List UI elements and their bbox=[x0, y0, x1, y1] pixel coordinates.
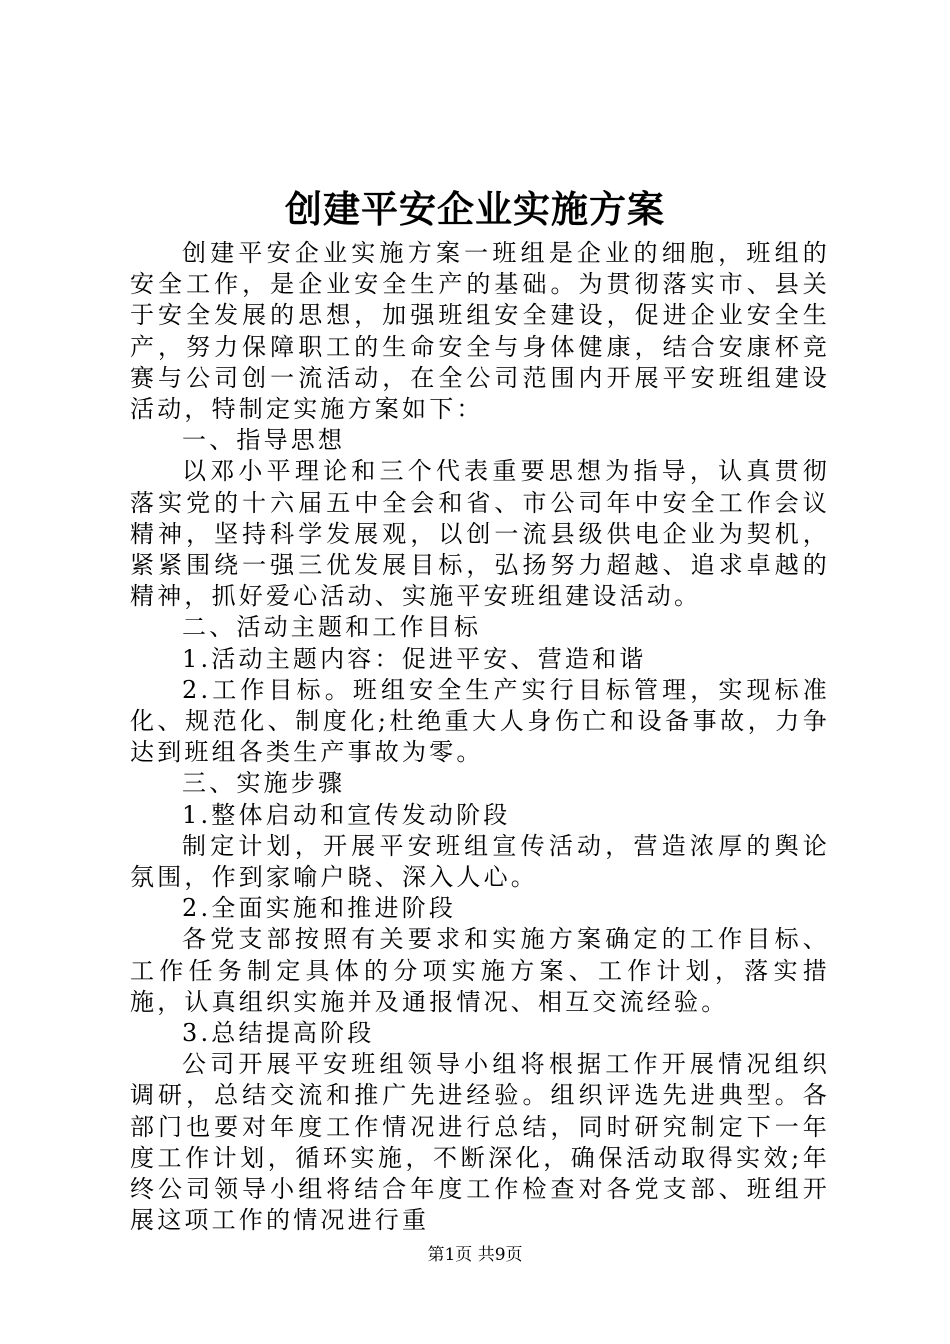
item-theme-content: 1.活动主题内容：促进平安、营造和谐 bbox=[182, 644, 647, 673]
heading-implementation-steps: 三、实施步骤 bbox=[182, 769, 346, 798]
item-work-goals: 2.工作目标。班组安全生产实行目标管理，实现标准化、规范化、制度化;杜绝重大人身伤亡和设备事故，力争达到班组各类生产事故为零。 bbox=[130, 675, 830, 767]
paragraph-summary-stage: 公司开展平安班组领导小组将根据工作开展情况组织调研，总结交流和推广先进经验。组织评选先进典型。各部门也要对年度工作情况进行总结，同时研究制定下一年度工作计划，循环实施，不断深化，确保活动取得实效;年终公司领导小组将结合年度工作检查对各党支部、班组开展这项工作的情况进行重 bbox=[130, 1050, 830, 1235]
paragraph-guiding-ideology: 以邓小平理论和三个代表重要思想为指导，认真贯彻落实党的十六届五中全会和省、市公司年中安全工作会议精神，坚持科学发展观，以创一流县级供电企业为契机，紧紧围绕一强三优发展目标，弘扬努力超越、追求卓越的精神，抓好爱心活动、实施平安班组建设活动。 bbox=[130, 457, 830, 611]
paragraph-intro: 创建平安企业实施方案一班组是企业的细胞，班组的安全工作，是企业安全生产的基础。为贯彻落实市、县关于安全发展的思想，加强班组安全建设，促进企业安全生产，努力保障职工的生命安全与身体健康，结合安康杯竞赛与公司创一流活动，在全公司范围内开展平安班组建设活动，特制定实施方案如下： bbox=[130, 239, 830, 424]
paragraph-launch-stage: 制定计划，开展平安班组宣传活动，营造浓厚的舆论氛围，作到家喻户晓、深入人心。 bbox=[130, 831, 830, 892]
subheading-summary-stage: 3.总结提高阶段 bbox=[182, 1019, 375, 1048]
subheading-implementation-stage: 2.全面实施和推进阶段 bbox=[182, 894, 457, 923]
heading-guiding-ideology: 一、指导思想 bbox=[182, 426, 346, 455]
document-body bbox=[130, 238, 830, 1237]
heading-theme-and-goals: 二、活动主题和工作目标 bbox=[182, 613, 482, 642]
subheading-launch-stage: 1.整体启动和宣传发动阶段 bbox=[182, 800, 511, 829]
document-title: 创建平安企业实施方案 bbox=[285, 187, 665, 231]
page-number-footer: 第1页 共9页 bbox=[427, 1245, 523, 1265]
paragraph-implementation-stage: 各党支部按照有关要求和实施方案确定的工作目标、工作任务制定具体的分项实施方案、工作计划，落实措施，认真组织实施并及通报情况、相互交流经验。 bbox=[130, 925, 830, 1016]
